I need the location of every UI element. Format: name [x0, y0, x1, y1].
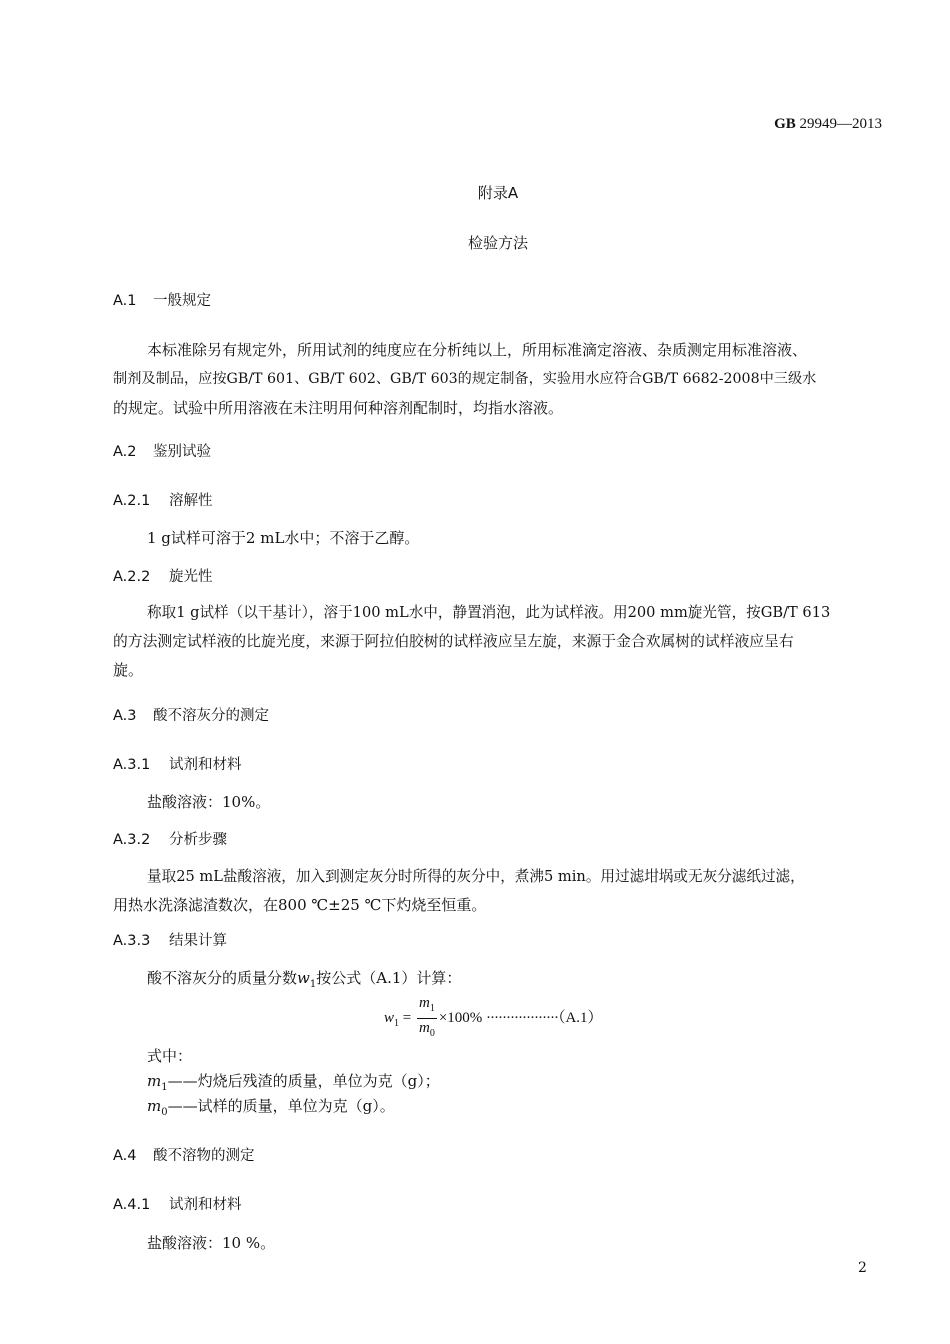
formula-fraction [417, 994, 437, 1043]
section-a33-heading [113, 929, 227, 950]
section-title: 试剂和材料 [169, 1197, 242, 1213]
section-number: A.3 [113, 708, 137, 724]
section-title: 溶解性 [169, 493, 213, 509]
paragraph-line: 称取1 g试样（以干基计），溶于100 mL水中，静置消泡，此为试样液。用200 mm旋光管，按GB/T 613 [147, 604, 831, 621]
formula-leader-dots: ·················· [486, 1009, 558, 1026]
standard-code [774, 116, 882, 133]
section-title: 结果计算 [169, 933, 227, 949]
section-number: A.2 [113, 444, 137, 460]
formula-a1: $w_1$ = $\frac{m_1}{m_0}$ ×100% ··················（A.1） [384, 994, 603, 1043]
page-number: 2 [858, 1260, 867, 1276]
section-a2-heading [113, 440, 211, 461]
section-number: A.1 [113, 293, 137, 309]
fraction-numerator: $m_1$ [417, 994, 437, 1019]
formula-label: （A.1） [557, 1009, 603, 1026]
section-title: 一般规定 [153, 293, 211, 309]
section-number: A.3.2 [113, 832, 151, 848]
section-a41-heading [113, 1193, 242, 1214]
section-a32-heading [113, 828, 227, 849]
where-label: 式中： [147, 1047, 193, 1065]
standard-prefix: GB [774, 116, 796, 132]
section-title: 酸不溶灰分的测定 [153, 708, 269, 724]
formula-times-100: ×100% [438, 1009, 483, 1026]
section-number: A.2.1 [113, 493, 151, 509]
section-title: 分析步骤 [169, 832, 227, 848]
section-a3-heading [113, 704, 269, 725]
section-a1-heading [113, 289, 211, 310]
section-title: 试剂和材料 [169, 757, 242, 773]
paragraph-line: 本标准除另有规定外，所用试剂的纯度应在分析纯以上，所用标准滴定溶液、杂质测定用标准溶液、 [147, 341, 808, 359]
main-title: 检验方法 [467, 234, 528, 252]
section-number: A.3.1 [113, 757, 151, 773]
appendix-title: 附录A [477, 184, 519, 202]
variable-w: w [297, 969, 310, 987]
section-title: 酸不溶物的测定 [153, 1148, 255, 1164]
fraction-denominator: $m_0$ [418, 1020, 435, 1039]
formula-intro: 酸不溶灰分的质量分数$w_1$按公式（A.1）计算： [147, 969, 462, 990]
paragraph-line: 量取25 mL盐酸溶液，加入到测定灰分时所得的灰分中，煮沸5 min。用过滤坩埚或无灰分滤纸过滤， [147, 868, 805, 885]
formula-equals: = [402, 1009, 412, 1026]
section-number: A.4 [113, 1148, 137, 1164]
paragraph-line: 用热水洗涤滤渣数次，在800 ℃±25 ℃下灼烧至恒重。 [113, 896, 487, 914]
section-a22-heading [113, 565, 213, 586]
paragraph-line: 的规定。试验中所用溶液在未注明用何种溶剂配制时，均指水溶液。 [113, 399, 564, 417]
paragraph-line: 旋。 [113, 661, 144, 679]
formula-lhs: w [384, 1009, 395, 1026]
section-a1-body [113, 336, 816, 423]
section-a31-heading [113, 753, 242, 774]
section-a41-body: 盐酸溶液：10 %。 [147, 1234, 276, 1252]
section-title: 旋光性 [169, 569, 213, 585]
section-a21-heading [113, 489, 213, 510]
section-number: A.4.1 [113, 1197, 151, 1213]
paragraph-line: 的方法测定试样液的比旋光度，来源于阿拉伯胶树的试样液应呈左旋，来源于金合欢属树的试样液应呈右 [113, 633, 794, 650]
section-a22-body [113, 598, 830, 685]
section-a21-body: 1 g试样可溶于2 mL水中；不溶于乙醇。 [147, 529, 420, 547]
section-number: A.3.3 [113, 933, 151, 949]
section-number: A.2.2 [113, 569, 151, 585]
section-a31-body: 盐酸溶液：10%。 [147, 793, 271, 811]
standard-number: 29949—2013 [799, 116, 882, 132]
section-a4-heading [113, 1144, 255, 1165]
section-a32-body [113, 862, 805, 920]
section-title: 鉴别试验 [153, 444, 211, 460]
definition-m0: $m_0——$试样的质量，单位为克（g）。 [147, 1097, 395, 1118]
definition-m1: $m_1——$灼烧后残渣的质量，单位为克（g）； [147, 1072, 440, 1093]
paragraph-line: 制剂及制品，应按GB/T 601、GB/T 602、GB/T 603的规定制备，实验用水应符合GB/T 6682-2008中三级水 [113, 371, 817, 387]
